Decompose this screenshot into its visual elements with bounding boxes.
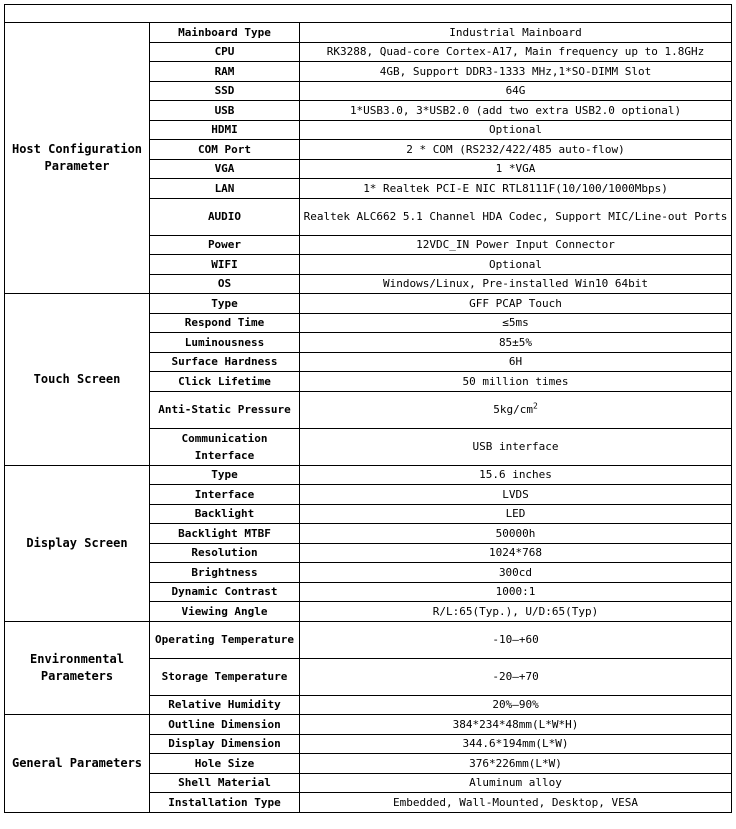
superscript: 2 [532, 401, 538, 411]
row-label: CPU [150, 42, 300, 62]
row-value: 384*234*48mm(L*W*H) [300, 715, 732, 735]
row-value: Optional [300, 120, 732, 140]
row-label: SSD [150, 81, 300, 101]
row-label: Installation Type [150, 793, 300, 813]
category-cell: Display Screen [5, 465, 150, 621]
row-label: Storage Temperature [150, 658, 300, 695]
row-label: Dynamic Contrast [150, 582, 300, 602]
row-label: USB [150, 101, 300, 121]
table-row [5, 294, 732, 314]
row-label: Backlight [150, 504, 300, 524]
category-cell: Touch Screen [5, 294, 150, 466]
row-value: 344.6*194mm(L*W) [300, 734, 732, 754]
row-value: -10—+60 [300, 621, 732, 658]
row-value: 64G [300, 81, 732, 101]
row-label: Resolution [150, 543, 300, 563]
row-value: 6H [300, 352, 732, 372]
table-row [5, 465, 732, 485]
category-cell: Environmental Parameters [5, 621, 150, 715]
row-value: 1024*768 [300, 543, 732, 563]
row-value: -20—+70 [300, 658, 732, 695]
table-row [5, 621, 732, 658]
table-row [5, 715, 732, 735]
row-label: Outline Dimension [150, 715, 300, 735]
row-label: LAN [150, 179, 300, 199]
row-label: AUDIO [150, 198, 300, 235]
row-value: LVDS [300, 485, 732, 505]
row-value: Industrial Mainboard [300, 23, 732, 43]
row-label: Power [150, 235, 300, 255]
row-value: 1000:1 [300, 582, 732, 602]
row-label: RAM [150, 62, 300, 82]
row-label: Type [150, 465, 300, 485]
category-cell: General Parameters [5, 715, 150, 813]
row-value: Windows/Linux, Pre-installed Win10 64bit [300, 274, 732, 294]
row-value: GFF PCAP Touch [300, 294, 732, 314]
row-label: OS [150, 274, 300, 294]
row-label: HDMI [150, 120, 300, 140]
row-value: 50000h [300, 524, 732, 544]
row-value: 1 *VGA [300, 159, 732, 179]
row-label: Anti-Static Pressure [150, 391, 300, 428]
row-value: Embedded, Wall-Mounted, Desktop, VESA [300, 793, 732, 813]
row-label: Shell Material [150, 773, 300, 793]
row-value: Realtek ALC662 5.1 Channel HDA Codec, Support MIC/Line-out Ports [300, 198, 732, 235]
row-value: 4GB, Support DDR3-1333 MHz,1*SO-DIMM Slot [300, 62, 732, 82]
row-value: 50 million times [300, 372, 732, 392]
row-label: WIFI [150, 255, 300, 275]
row-label: Backlight MTBF [150, 524, 300, 544]
category-cell: Host Configuration Parameter [5, 23, 150, 294]
row-value: 1* Realtek PCI-E NIC RTL8111F(10/100/1000Mbps) [300, 179, 732, 199]
row-value: ≤5ms [300, 313, 732, 333]
row-value: USB interface [300, 428, 732, 465]
table-header-row [5, 5, 732, 23]
row-value [300, 391, 732, 428]
row-value: 15.6 inches [300, 465, 732, 485]
row-value: Aluminum alloy [300, 773, 732, 793]
row-label: Operating Temperature [150, 621, 300, 658]
row-label: Surface Hardness [150, 352, 300, 372]
row-value: 300cd [300, 563, 732, 583]
row-value: RK3288, Quad-core Cortex-A17, Main frequency up to 1.8GHz [300, 42, 732, 62]
row-value: 12VDC_IN Power Input Connector [300, 235, 732, 255]
row-label: Luminousness [150, 333, 300, 353]
row-label: Interface [150, 485, 300, 505]
table-header-cell [5, 5, 732, 23]
row-value: 1*USB3.0, 3*USB2.0 (add two extra USB2.0 optional) [300, 101, 732, 121]
row-label: Communication Interface [150, 428, 300, 465]
row-label: VGA [150, 159, 300, 179]
row-value: 20%—90% [300, 695, 732, 715]
table-row [5, 23, 732, 43]
row-label: Viewing Angle [150, 602, 300, 622]
row-value: 2 * COM (RS232/422/485 auto-flow) [300, 140, 732, 160]
row-label: Respond Time [150, 313, 300, 333]
row-value-text: 5kg/cm [493, 403, 533, 416]
row-label: Brightness [150, 563, 300, 583]
row-value: R/L:65(Typ.), U/D:65(Typ) [300, 602, 732, 622]
row-label: Click Lifetime [150, 372, 300, 392]
row-label: Display Dimension [150, 734, 300, 754]
row-value: Optional [300, 255, 732, 275]
row-label: Hole Size [150, 754, 300, 774]
row-value: 85±5% [300, 333, 732, 353]
row-label: Type [150, 294, 300, 314]
spec-table [4, 4, 732, 813]
row-value: 376*226mm(L*W) [300, 754, 732, 774]
row-label: COM Port [150, 140, 300, 160]
row-value: LED [300, 504, 732, 524]
row-label: Mainboard Type [150, 23, 300, 43]
row-label: Relative Humidity [150, 695, 300, 715]
